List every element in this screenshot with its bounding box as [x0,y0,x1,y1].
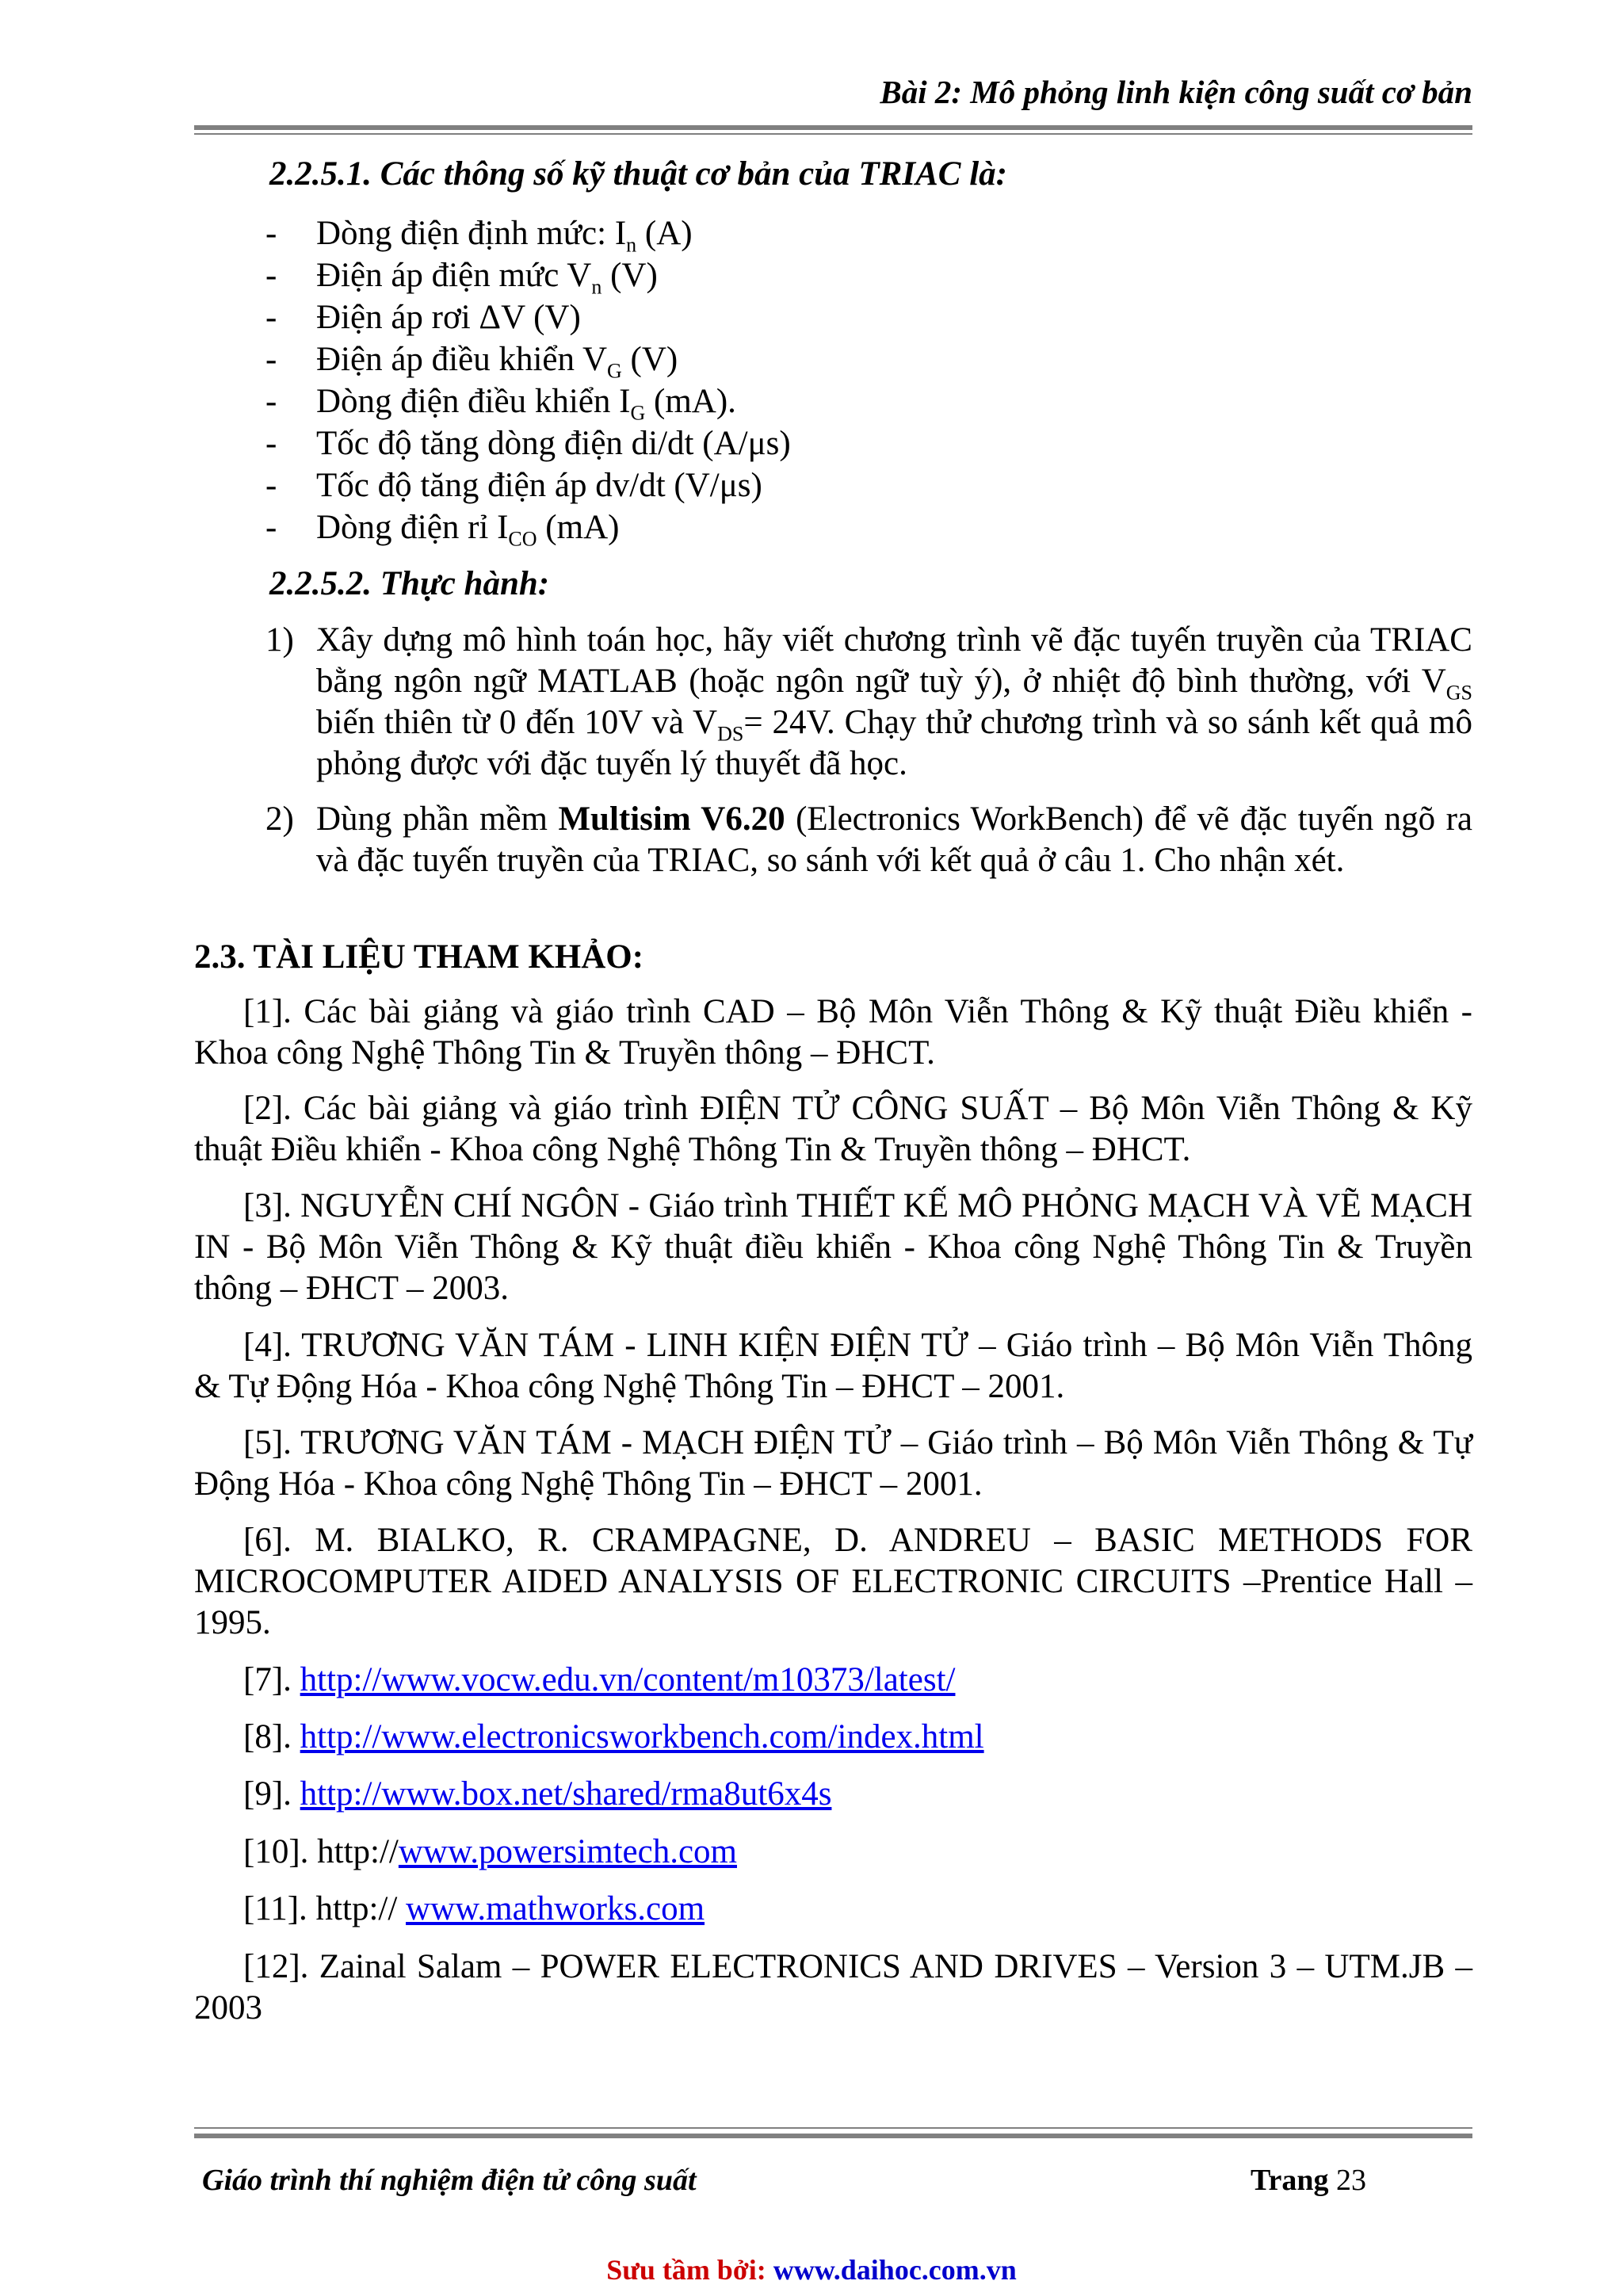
reference-item-4: [4]. TRƯƠNG VĂN TÁM - LINH KIỆN ĐIỆN TỬ – Giáo trình – Bộ Môn Viễn Thông & Tự Động Hóa - Khoa công Nghệ Thông Tin – ĐHCT – 2001. [194,1327,1472,1405]
section-2251-heading: 2.2.5.1. Các thông số kỹ thuật cơ bản của TRIAC là: [269,155,1007,193]
reference-item-3: [3]. NGUYỄN CHÍ NGÔN - Giáo trình THIẾT KẾ MÔ PHỎNG MẠCH VÀ VẼ MẠCH IN - Bộ Môn Viễn Thông & Kỹ thuật điều khiển - Khoa công Nghệ Thông Tin & Truyền thông – ĐHCT – 2003. [194,1187,1472,1307]
footer-course-title: Giáo trình thí nghiệm điện tử công suất [202,2164,697,2197]
list-item: - Điện áp điện mức $V_n$ (V) [265,257,658,299]
reference-item-7: [7]. http://www.vocw.edu.vn/content/m10373/latest/ [243,1661,956,1698]
section-2252-heading: 2.2.5.2. Thực hành: [269,565,550,602]
footer-rule-thick [194,2134,1472,2138]
reference-item-8: [8]. http://www.electronicsworkbench.com/index.html [243,1718,984,1755]
footer-rule-thin [194,2127,1472,2129]
reference-item-11: [11]. http:// www.mathworks.com [243,1890,705,1927]
reference-link-7[interactable]: http://www.vocw.edu.vn/content/m10373/latest/ [300,1661,956,1698]
practice-task-1: 1) Xây dựng mô hình toán học, hãy viết chương trình vẽ đặc tuyến truyền của TRIAC bằng ngôn ngữ MATLAB (hoặc ngôn ngữ tuỳ ý), ở nhiệt độ bình thường, với $V_{GS}$ biến thiên từ 0 đến 10V và $V_{DS}= 24V$. Chạy thử chương trình và so sánh kết quả mô phỏng được với đặc tuyến lý thuyết đã học. [265,620,1472,785]
reference-item-9: [9]. http://www.box.net/shared/rma8ut6x4s [243,1775,832,1813]
list-item: - Dòng điện định mức: $I_n$ (A) [265,215,693,257]
reference-link-9[interactable]: http://www.box.net/shared/rma8ut6x4s [300,1775,832,1813]
reference-item-1: [1]. Các bài giảng và giáo trình CAD – Bộ Môn Viễn Thông & Kỹ thuật Điều khiển - Khoa công Nghệ Thông Tin & Truyền thông – ĐHCT. [194,993,1472,1072]
header-rule-thin [194,133,1472,135]
list-item: - Dòng điện điều khiển $I_G$ (mA). [265,383,736,425]
triac-parameter-list [265,212,791,551]
list-item: - Điện áp điều khiển $V_G$ (V) [265,341,678,383]
reference-item-6: [6]. M. BIALKO, R. CRAMPAGNE, D. ANDREU – BASIC METHODS FOR MICROCOMPUTER AIDED ANALYSIS OF ELECTRONIC CIRCUITS –Prentice Hall – 1995. [194,1522,1472,1641]
list-item: - Điện áp rơi ΔV (V) [265,299,581,336]
reference-item-2: [2]. Các bài giảng và giáo trình ĐIỆN TỬ CÔNG SUẤT – Bộ Môn Viễn Thông & Kỹ thuật Điều khiển - Khoa công Nghệ Thông Tin & Truyền thông – ĐHCT. [194,1090,1472,1168]
source-url[interactable]: www.daihoc.com.vn [773,2254,1017,2286]
reference-item-12: [12]. Zainal Salam – POWER ELECTRONICS AND DRIVES – Version 3 – UTM.JB – 2003 [194,1948,1472,2027]
reference-item-5: [5]. TRƯƠNG VĂN TÁM - MẠCH ĐIỆN TỬ – Giáo trình – Bộ Môn Viễn Thông & Tự Động Hóa - Khoa công Nghệ Thông Tin – ĐHCT – 2001. [194,1424,1472,1503]
practice-task-2: 2) Dùng phần mềm Multisim V6.20 (Electronics WorkBench) để vẽ đặc tuyến ngõ ra và đặc tuyến truyền của TRIAC, so sánh với kết quả ở câu 1. Cho nhận xét. [265,799,1472,881]
source-credit: Sưu tầm bởi: www.daihoc.com.vn [606,2254,1017,2286]
reference-item-10: [10]. http://www.powersimtech.com [243,1833,737,1870]
list-item: - Tốc độ tăng dòng điện di/dt (A/μs) [265,425,791,462]
reference-link-8[interactable]: http://www.electronicsworkbench.com/index.html [300,1718,984,1755]
references-heading: 2.3. TÀI LIỆU THAM KHẢO: [194,938,644,976]
page-header-title: Bài 2: Mô phỏng linh kiện công suất cơ bản [880,74,1472,110]
practice-task-2-text: Dùng phần mềm Multisim V6.20 (Electronics WorkBench) để vẽ đặc tuyến ngõ ra và đặc tuyến truyền của TRIAC, so sánh với kết quả ở câu 1. Cho nhận xét. [316,800,1472,879]
list-item: - Tốc độ tăng điện áp dv/dt (V/μs) [265,467,762,504]
footer-page-number: Trang 23 [1251,2164,1367,2197]
reference-link-11[interactable]: www.mathworks.com [406,1890,705,1927]
header-rule-thick [194,125,1472,130]
list-item: - Dòng điện rỉ $I_{CO}$ (mA) [265,509,620,551]
practice-task-1-text: Xây dựng mô hình toán học, hãy viết chương trình vẽ đặc tuyến truyền của TRIAC bằng ngôn ngữ MATLAB (hoặc ngôn ngữ tuỳ ý), ở nhiệt độ bình thường, với $V_{GS}$ biến thiên từ 0 đến 10V và $V_{DS}= 24V$. Chạy thử chương trình và so sánh kết quả mô phỏng được với đặc tuyến lý thuyết đã học. [316,621,1472,782]
reference-link-10[interactable]: www.powersimtech.com [398,1833,737,1870]
